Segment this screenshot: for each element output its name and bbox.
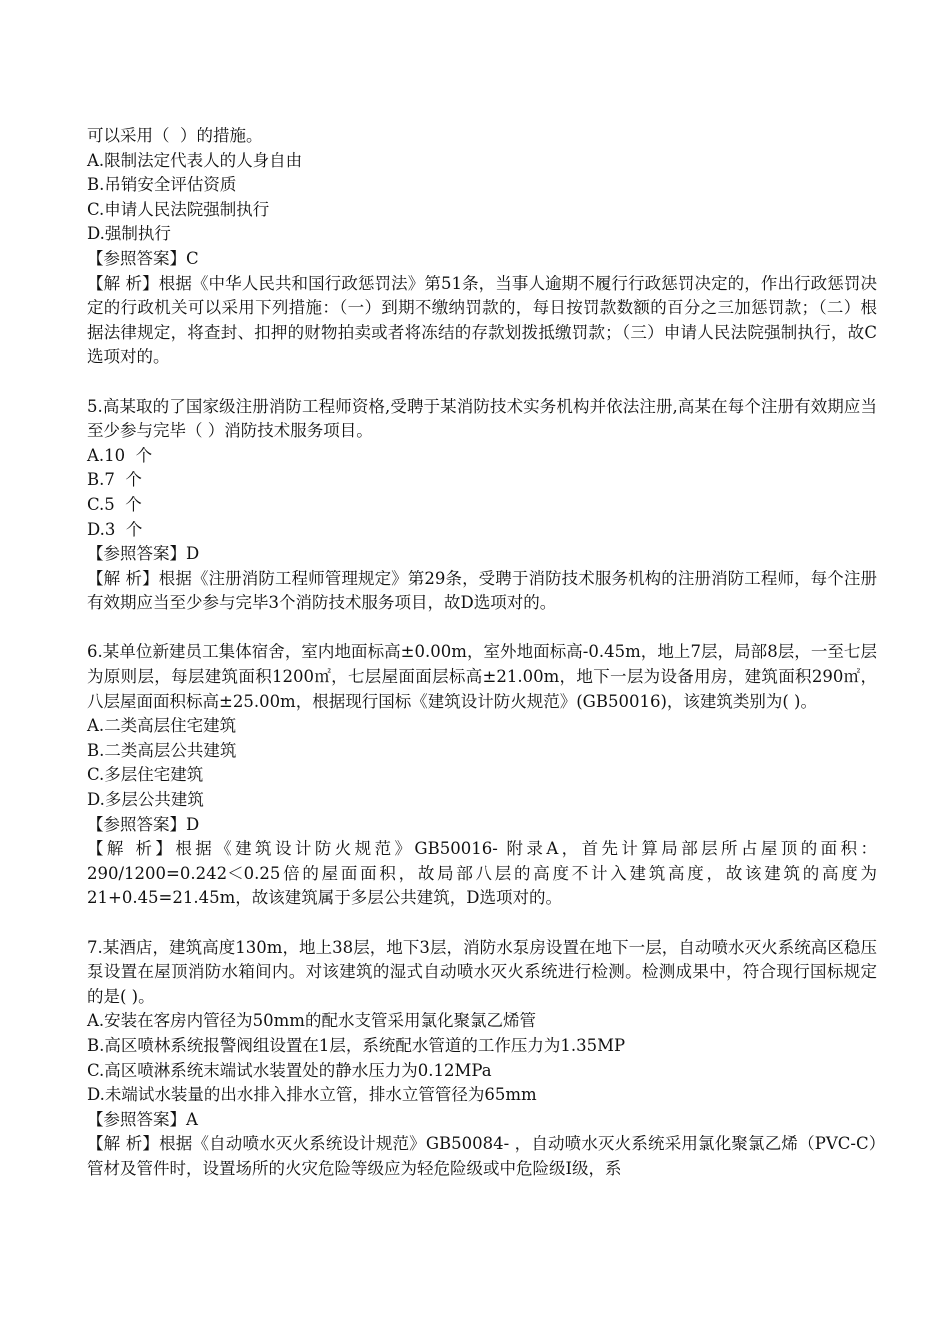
question-stem: 5.高某取的了国家级注册消防工程师资格,受聘于某消防技术实务机构并依法注册,高某在每个注册有效期应当至少参与完毕（ ）消防技术服务项目。 [87, 396, 877, 441]
question-stem: 6.某单位新建员工集体宿舍，室内地面标高±0.00m，室外地面标高-0.45m，地上7层，局部8层，一至七层为原则层，每层建筑面积1200㎡，七层屋面面层标高±21.00m，地下一层为设备用房，建筑面积290㎡，八层屋面面积标高±25.00m，根据现行国标《建筑设计防火规范》(GB50016)，该建筑类别为( )。 [87, 642, 877, 711]
option-d: D.3 个 [87, 519, 143, 539]
question-5 [87, 395, 877, 616]
option-a: A.二类高层住宅建筑 [87, 716, 237, 736]
answer-line: 【参照答案】D [87, 544, 200, 564]
question-6 [87, 640, 877, 911]
option-a: A.安装在客房内管径为50mm的配水支管采用氯化聚氯乙烯管 [87, 1011, 536, 1031]
option-d: D.未端试水装量的出水排入排水立管，排水立管管径为65mm [87, 1085, 537, 1105]
option-c: C.多层住宅建筑 [87, 765, 204, 785]
option-a: A.限制法定代表人的人身自由 [87, 150, 303, 170]
answer-line: 【参照答案】C [87, 248, 199, 268]
option-b: B.二类高层公共建筑 [87, 740, 237, 760]
answer-line: 【参照答案】D [87, 814, 200, 834]
question-7 [87, 936, 877, 1182]
spacer [87, 616, 877, 641]
question-stem: 可以采用（ ）的措施。 [87, 126, 263, 145]
option-d: D.多层公共建筑 [87, 790, 204, 810]
option-c: C.高区喷淋系统末端试水装置处的静水压力为0.12MPa [87, 1060, 492, 1080]
option-c: C.5 个 [87, 494, 142, 514]
option-b: B.吊销安全评估资质 [87, 175, 237, 195]
question-stem: 7.某酒店，建筑高度130m，地上38层，地下3层，消防水泵房设置在地下一层，自动喷水灭火系统高区稳压泵设置在屋顶消防水箱间内。对该建筑的湿式自动喷水灭火系统进行检测。检测成果中，符合现行国标规定的是( )。 [87, 937, 877, 1006]
spacer [87, 911, 877, 936]
analysis-text: 【解 析】根据《注册消防工程师管理规定》第29条，受聘于消防技术服务机构的注册消防工程师，每个注册有效期应当至少参与完毕3个消防技术服务项目，故D选项对的。 [87, 568, 877, 613]
option-a: A.10 个 [87, 445, 153, 465]
analysis-text: 【解 析】根据《建筑设计防火规范》GB50016- 附录A，首先计算局部层所占屋顶的面积：290/1200=0.242＜0.25倍的屋面面积，故局部八层的高度不计入建筑高度，故该建筑的高度为21+0.45=21.45m，故该建筑属于多层公共建筑，D选项对的。 [87, 839, 877, 908]
analysis-text: 【解 析】根据《自动喷水灭火系统设计规范》GB50084- ，自动喷水灭火系统采用氯化聚氯乙烯（PVC-C）管材及管件时，设置场所的火灾危险等级应为轻危险级或中危险级Ⅰ级，系 [87, 1134, 877, 1178]
question-4 [87, 124, 877, 370]
document-page [87, 124, 877, 1182]
option-b: B.高区喷林系统报警阀组设置在1层，系统配水管道的工作压力为1.35MP [87, 1035, 626, 1055]
answer-line: 【参照答案】A [87, 1109, 198, 1129]
spacer [87, 370, 877, 395]
option-c: C.申请人民法院强制执行 [87, 199, 270, 219]
option-b: B.7 个 [87, 470, 142, 490]
option-d: D.强制执行 [87, 224, 171, 244]
analysis-text: 【解 析】根据《中华人民共和国行政惩罚法》第51条，当事人逾期不履行行政惩罚决定的，作出行政惩罚决定的行政机关可以采用下列措施：（一）到期不缴纳罚款的，每日按罚款数额的百分之三加惩罚款；（二）根据法律规定，将查封、扣押的财物拍卖或者将冻结的存款划拨抵缴罚款；（三）申请人民法院强制执行，故C选项对的。 [87, 273, 877, 367]
